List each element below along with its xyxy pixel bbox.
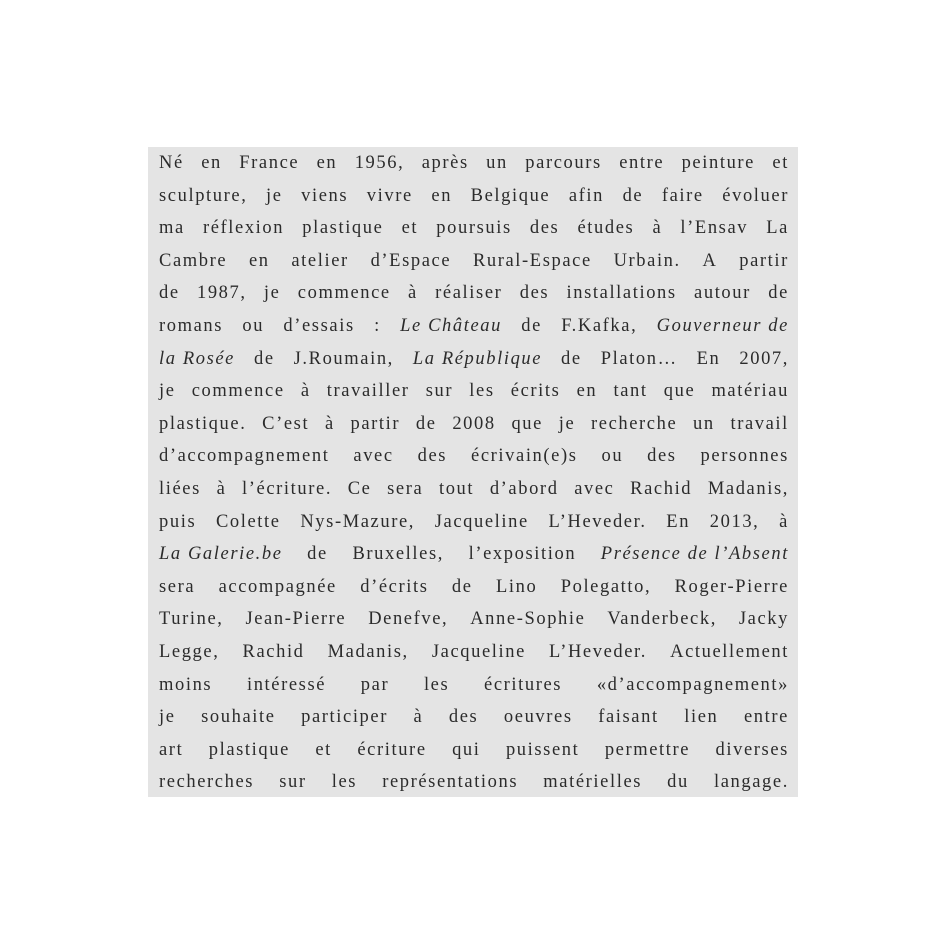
word: Roger-Pierre — [674, 576, 789, 597]
word: diverses — [715, 739, 789, 760]
word: à — [216, 478, 227, 499]
word: de — [561, 348, 582, 369]
text-line — [159, 701, 789, 734]
word: à — [779, 511, 789, 532]
word: Nys-Mazure, — [300, 511, 416, 532]
word: que — [511, 413, 543, 434]
text-line — [159, 310, 789, 343]
word: Actuellement — [670, 641, 789, 662]
italic-title-text — [657, 310, 789, 343]
word: recherches — [159, 772, 255, 793]
word: art — [159, 739, 184, 760]
word: Ce — [347, 478, 372, 499]
word: Vanderbeck, — [607, 609, 717, 630]
text-line — [159, 506, 789, 539]
word: plastique — [302, 218, 384, 239]
word: F.Kafka, — [561, 315, 638, 336]
word: Madanis, — [327, 641, 409, 662]
text-line — [159, 603, 789, 636]
word: de — [415, 413, 437, 434]
word: En — [666, 511, 691, 532]
word: sera — [159, 576, 196, 597]
word: Urbain. — [613, 250, 681, 271]
word: 1987, — [196, 283, 247, 304]
text-line — [159, 440, 789, 473]
word: de — [622, 185, 644, 206]
word: et — [772, 153, 789, 173]
word: à — [652, 218, 663, 239]
word: liées — [159, 478, 201, 499]
word: A — [702, 250, 718, 271]
word: l’Ensav — [680, 218, 749, 239]
word: que — [663, 381, 696, 402]
word: Jacqueline — [434, 511, 529, 532]
word: plastique. — [159, 413, 247, 434]
word: Platon… — [600, 348, 678, 369]
word: Jean-Pierre — [245, 609, 347, 630]
word: en — [248, 250, 270, 271]
word: sculpture, — [159, 185, 248, 206]
word: installations — [566, 283, 677, 304]
word: Denefve, — [368, 609, 449, 630]
word: autour — [694, 283, 751, 304]
text-line — [159, 212, 789, 245]
word: l’exposition — [468, 544, 577, 565]
word: des — [519, 283, 550, 304]
word: afin — [568, 185, 604, 206]
word: Lino — [495, 576, 538, 597]
word: 2013, — [709, 511, 760, 532]
word: réaliser — [435, 283, 503, 304]
word: parcours — [525, 153, 602, 173]
word: J.Roumain, — [293, 348, 394, 369]
word: des — [647, 446, 677, 467]
word: Belgique — [470, 185, 551, 206]
italic-text: La République — [412, 348, 543, 369]
word: avec — [353, 446, 394, 467]
word: commence — [191, 381, 285, 402]
word: des — [448, 707, 479, 728]
text-line — [159, 180, 789, 213]
word: à — [408, 283, 418, 304]
italic-text: La Galerie.be — [159, 544, 283, 565]
word: commence — [297, 283, 391, 304]
word: Né — [159, 153, 184, 173]
word: sur — [279, 772, 307, 793]
word: travailler — [326, 381, 410, 402]
text-line — [159, 734, 789, 767]
word: de — [307, 544, 328, 565]
word: de — [451, 576, 473, 597]
word: je — [266, 185, 283, 206]
italic-title-text — [400, 310, 502, 343]
word: qui — [452, 739, 481, 760]
word: de — [768, 283, 789, 304]
word: permettre — [604, 739, 691, 760]
text-line — [159, 343, 789, 376]
word: Rachid — [630, 478, 693, 499]
word: France — [239, 153, 300, 173]
word: atelier — [291, 250, 349, 271]
word: Turine, — [159, 609, 224, 630]
word: Anne-Sophie — [470, 609, 586, 630]
word: moins — [159, 674, 213, 695]
word: «d’accompagnement» — [596, 674, 789, 695]
word: d’Espace — [370, 250, 452, 271]
word: représentations — [382, 772, 519, 793]
word: 1956, — [354, 153, 405, 173]
word: La — [766, 218, 789, 239]
italic-text: Le Château — [400, 315, 502, 336]
word: je — [159, 707, 176, 728]
italic-text: la Rosée — [159, 348, 235, 369]
word: Legge, — [159, 641, 220, 662]
text-line — [159, 375, 789, 408]
word: évoluer — [722, 185, 789, 206]
word: les — [469, 381, 495, 402]
word: entre — [743, 707, 789, 728]
word: faisant — [598, 707, 659, 728]
word: en — [431, 185, 453, 206]
italic-title-text — [413, 343, 542, 376]
word: études — [577, 218, 635, 239]
word: un — [486, 153, 508, 173]
italic-text: Présence de l’Absent — [600, 544, 789, 565]
text-line — [159, 766, 789, 799]
word: avec — [574, 478, 615, 499]
word: écriture — [357, 739, 427, 760]
word: par — [360, 674, 390, 695]
word: d’accompagnement — [159, 446, 330, 467]
word: de — [253, 348, 275, 369]
word: je — [263, 283, 281, 304]
word: à — [413, 707, 424, 728]
word: L’Heveder. — [548, 511, 647, 532]
text-line — [159, 538, 789, 571]
italic-title-text — [159, 538, 283, 571]
word: des — [417, 446, 448, 467]
word: Jacky — [738, 609, 789, 630]
word: écrits — [510, 381, 561, 402]
word: les — [331, 772, 358, 793]
word: et — [315, 739, 332, 760]
italic-text: Gouverneur de — [656, 315, 789, 336]
word: d’abord — [489, 478, 559, 499]
word: l’écriture. — [242, 478, 333, 499]
word: En — [696, 348, 721, 369]
word: puissent — [505, 739, 580, 760]
word: vivre — [366, 185, 413, 206]
word: matérielles — [543, 772, 643, 793]
word: les — [423, 674, 450, 695]
text-line — [159, 147, 789, 180]
word: réflexion — [202, 218, 285, 239]
word: Polegatto, — [560, 576, 652, 597]
text-line — [159, 669, 789, 702]
word: souhaite — [201, 707, 276, 728]
word: lien — [684, 707, 719, 728]
word: en — [576, 381, 598, 402]
word: en — [316, 153, 338, 173]
word: je — [558, 413, 576, 434]
word: puis — [159, 511, 197, 532]
text-line — [159, 473, 789, 506]
word: Rachid — [242, 641, 305, 662]
word: plastique — [208, 739, 290, 760]
word: à — [300, 381, 311, 402]
word: tout — [438, 478, 475, 499]
word: 2008 — [452, 413, 496, 434]
italic-title-text — [159, 343, 235, 376]
text-line — [159, 277, 789, 310]
word: et — [401, 218, 419, 239]
word: du — [667, 772, 689, 793]
word: écrivain(e)s — [471, 446, 578, 467]
word: intéressé — [246, 674, 327, 695]
text-line — [159, 408, 789, 441]
word: faire — [661, 185, 704, 206]
word: matériau — [711, 381, 789, 402]
word: poursuis — [436, 218, 512, 239]
word: Colette — [215, 511, 281, 532]
word: d’écrits — [360, 576, 429, 597]
word: participer — [301, 707, 388, 728]
word: d’essais — [283, 315, 355, 336]
word: oeuvres — [503, 707, 573, 728]
word: Bruxelles, — [352, 544, 444, 565]
text-line — [159, 571, 789, 604]
word: 2007, — [739, 348, 789, 369]
word: écritures — [484, 674, 563, 695]
word: après — [421, 153, 469, 173]
word: C’est — [262, 413, 310, 434]
word: L’Heveder. — [549, 641, 648, 662]
word: des — [529, 218, 560, 239]
text-line — [159, 636, 789, 669]
word: personnes — [700, 446, 789, 467]
word: Madanis, — [707, 478, 789, 499]
word: Rural-Espace — [472, 250, 592, 271]
word: travail — [730, 413, 789, 434]
word: ou — [242, 315, 265, 336]
word: à — [324, 413, 335, 434]
word: recherche — [591, 413, 678, 434]
word: partir — [350, 413, 401, 434]
word: de — [159, 283, 180, 304]
word: un — [693, 413, 715, 434]
word: entre — [619, 153, 665, 173]
word: tant — [613, 381, 648, 402]
word: partir — [739, 250, 789, 271]
text-line — [159, 245, 789, 278]
word: ma — [159, 218, 185, 239]
word: Jacqueline — [431, 641, 526, 662]
italic-title-text — [601, 538, 789, 571]
word: sera — [387, 478, 424, 499]
word: langage. — [713, 772, 789, 793]
word: romans — [159, 315, 224, 336]
word: sur — [425, 381, 454, 402]
word: de — [521, 315, 542, 336]
word: je — [159, 381, 176, 402]
word: Cambre — [159, 250, 228, 271]
word: en — [201, 153, 222, 173]
word: peinture — [681, 153, 755, 173]
word: accompagnée — [218, 576, 337, 597]
word: viens — [301, 185, 349, 206]
biography-text-block — [148, 147, 798, 797]
word: ou — [601, 446, 624, 467]
word: : — [374, 315, 381, 336]
